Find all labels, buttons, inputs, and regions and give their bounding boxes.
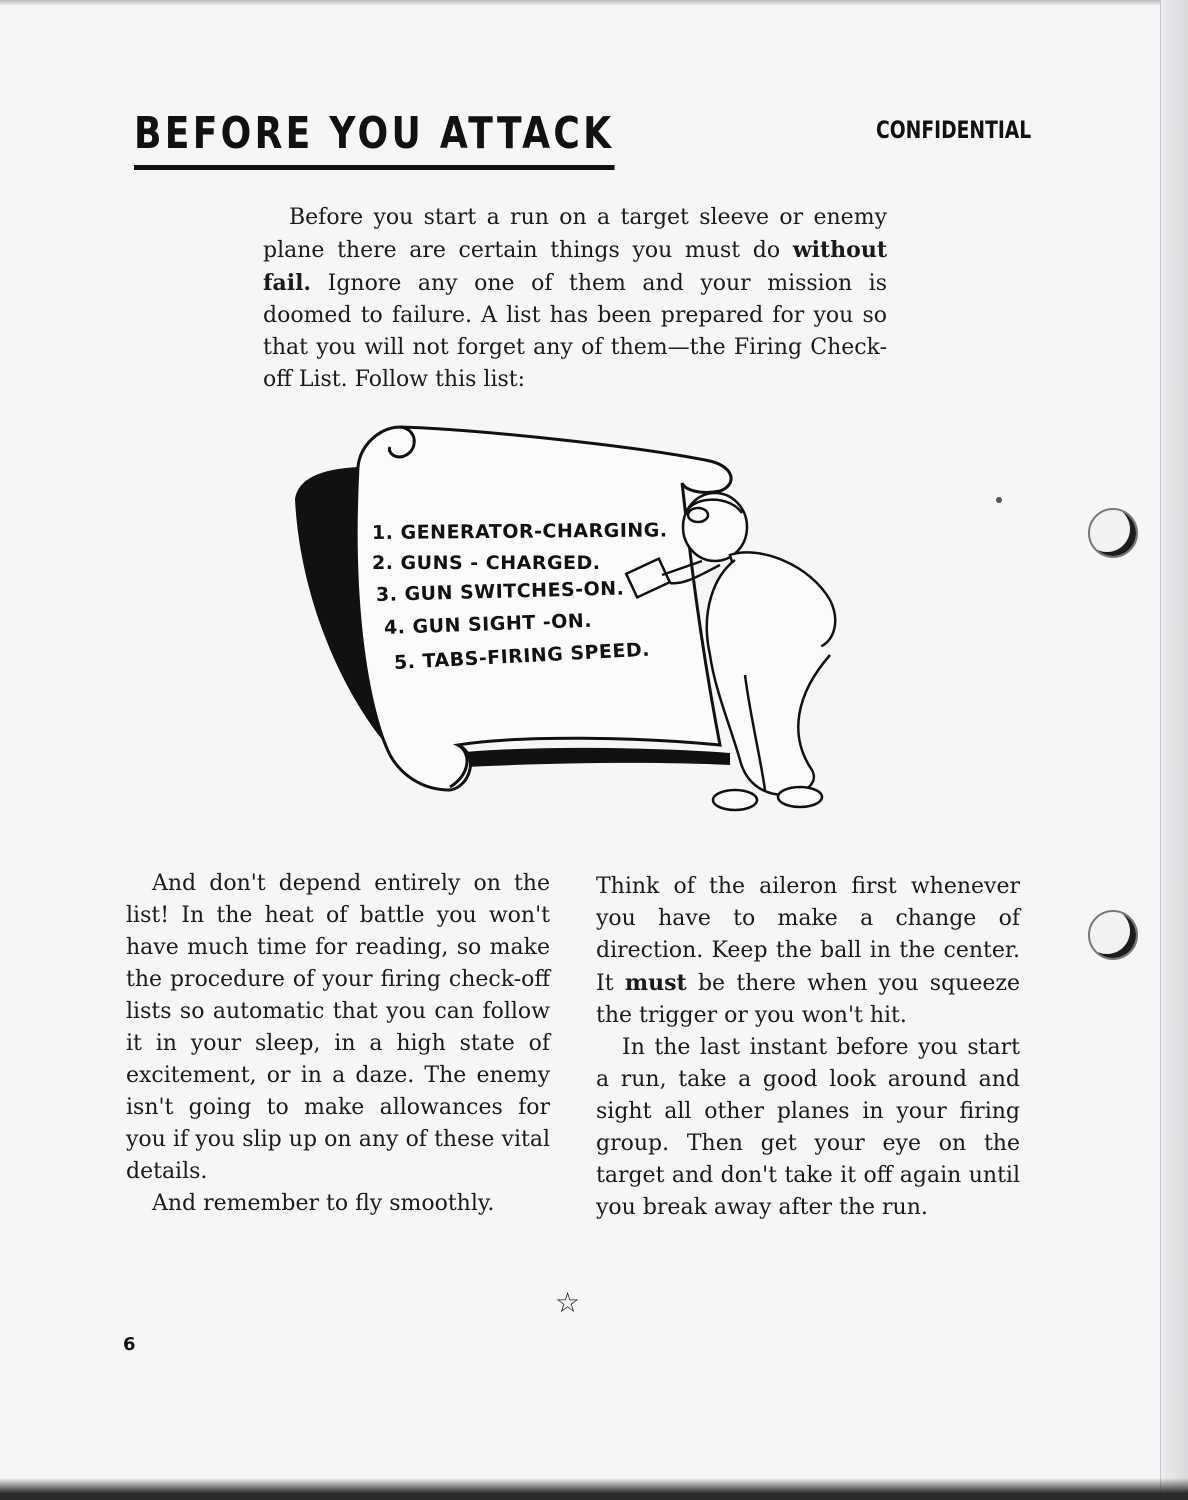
classification-label: CONFIDENTIAL (876, 116, 1032, 144)
right-emphasis: must (624, 970, 687, 996)
left-column (126, 868, 550, 1220)
scroll-body (356, 427, 731, 790)
intro-paragraph (263, 202, 887, 396)
right-text-end: be there when you squeeze the trigger or you won't hit. (596, 971, 1020, 1028)
binder-hole-icon (1088, 508, 1138, 558)
page-number: 6 (123, 1334, 136, 1355)
left-paragraph-2: And remember to fly smoothly. (152, 1191, 495, 1216)
page-right-edge (1160, 0, 1188, 1500)
binder-hole-icon (1088, 910, 1138, 960)
paper-speck (996, 497, 1002, 503)
checklist-item: 4. GUN SIGHT -ON. (383, 609, 593, 639)
right-column (596, 871, 1020, 1224)
star-icon: ☆ (555, 1286, 581, 1319)
left-paragraph-1: And don't depend entirely on the list! In the heat of battle you won't have much time for reading, so make the procedure of your firing check-off lists so automatic that you can follow it in your sleep, in a high state of excitement, or in a daze. The enemy isn't going to make allowances for you if you slip up on any of these vital details. (126, 871, 550, 1184)
checklist-item: 1. GENERATOR-CHARGING. (371, 519, 668, 544)
checklist-item: 2. GUNS - CHARGED. (372, 552, 601, 574)
intro-text-start: Before you start a run on a target sleeve or enemy plane there are certain things you must do (263, 205, 887, 263)
checklist-item: 3. GUN SWITCHES-ON. (375, 577, 625, 606)
intro-text-end: Ignore any one of them and your mission is doomed to failure. A list has been prepared for you so that you will not forget any of them—the Firing Check-off List. Follow this list: (263, 271, 887, 392)
right-paragraph-2: In the last instant before you start a run, take a good look around and sight all other planes in your firing group. Then get your eye on the target and don't take it off again until you break away after the run. (596, 1035, 1020, 1220)
page-title: BEFORE YOU ATTACK (134, 108, 614, 170)
right-paragraph-1 (596, 871, 1020, 1032)
page-top-edge (0, 0, 1188, 6)
checklist-item: 5. TABS-FIRING SPEED. (393, 638, 651, 674)
page-bottom-edge (0, 1478, 1188, 1500)
right-text-start: Think of the aileron first whenever you have to make a change of direction. Keep the ball in the center. It (596, 874, 1020, 996)
intro-emphasis: without fail. (263, 237, 887, 296)
